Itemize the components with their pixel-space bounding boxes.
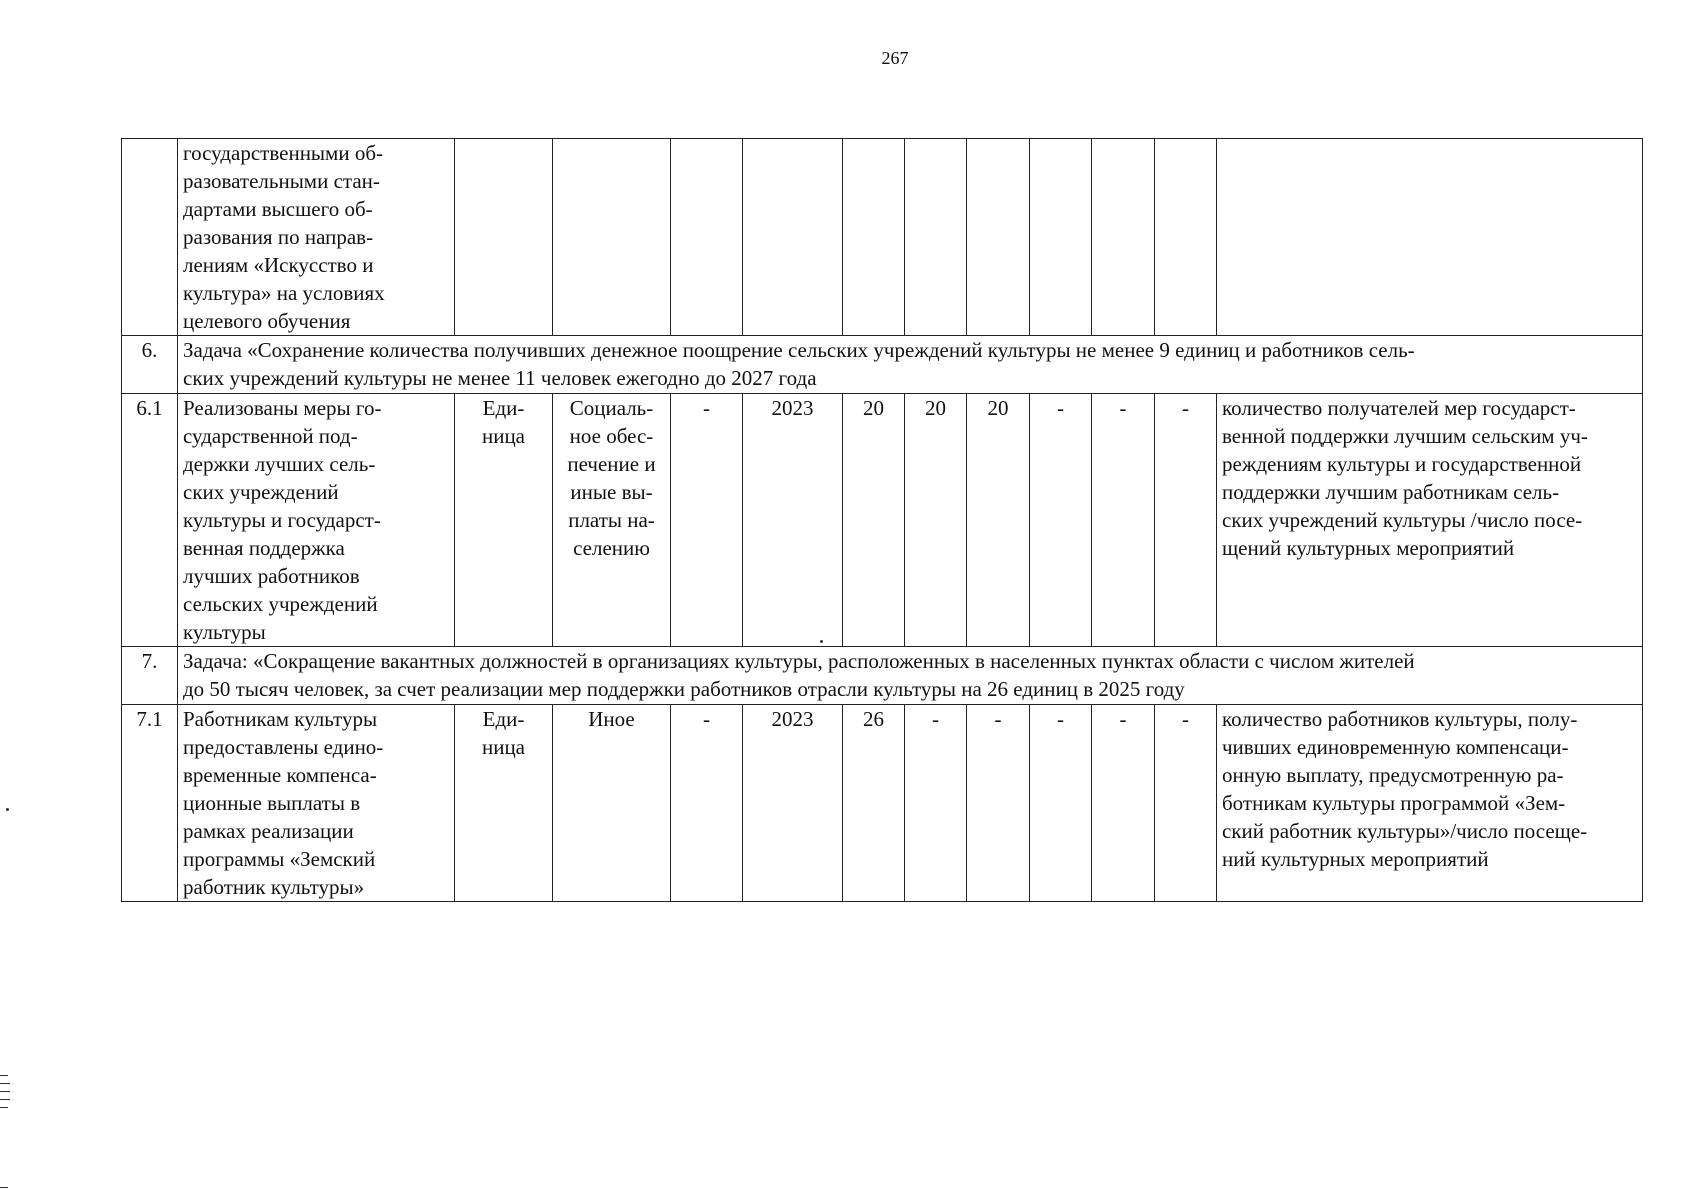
calculation-method: количество получателей мер государст- венной поддержки лучшим сельским уч- реждениям культуры и государственной поддержки лучшим работникам сель- ских учреждений культуры /число посе- щений культурных мероприятий	[1217, 394, 1643, 647]
value-1: 26	[843, 705, 905, 902]
margin-mark	[0, 1083, 10, 1084]
base-year: 2023	[743, 705, 843, 902]
indicator-name: Работникам культуры предоставлены едино- временные компенса- ционные выплаты в рамках реализации программы «Земский работник культуры»	[178, 705, 455, 902]
table-row	[122, 705, 1643, 902]
value-4: -	[1030, 394, 1092, 647]
value-6: -	[1155, 705, 1217, 902]
row-number: 7.1	[122, 705, 178, 902]
value-1: 20	[843, 394, 905, 647]
row-number-cell	[122, 139, 178, 336]
task-row	[122, 336, 1643, 394]
task-row	[122, 647, 1643, 705]
unit: Еди- ница	[455, 705, 553, 902]
base-value: -	[671, 705, 743, 902]
indicator-name: Реализованы меры го- сударственной под- держки лучших сель- ских учреждений культуры и государст- венная поддержка лучших работников сельских учреждений культуры	[178, 394, 455, 647]
unit: Еди- ница	[455, 394, 553, 647]
margin-mark	[0, 1187, 8, 1188]
calculation-method: количество работников культуры, полу- чивших единовременную компенсаци- онную выплату, предусмотренную ра- ботникам культуры программой «Зем- ский работник культуры»/число посеще- ний культурных мероприятий	[1217, 705, 1643, 902]
task-text: Задача: «Сокращение вакантных должностей в организациях культуры, расположенных в населенных пунктах области с числом жителей до 50 тысяч человек, за счет реализации мер поддержки работников отрасли культуры на 26 единиц в 2025 году	[178, 647, 1643, 705]
scan-speck	[6, 808, 9, 811]
margin-mark	[0, 1099, 10, 1100]
base-value: -	[671, 394, 743, 647]
value-2: -	[905, 705, 967, 902]
base-year: 2023	[743, 394, 843, 647]
value-2: 20	[905, 394, 967, 647]
value-5: -	[1092, 705, 1155, 902]
table-row	[122, 139, 1643, 336]
scan-speck	[820, 640, 823, 643]
page-number: 267	[881, 48, 909, 68]
table-row	[122, 394, 1643, 647]
indicators-table	[121, 138, 1643, 902]
task-number: 6.	[122, 336, 178, 394]
margin-mark	[0, 1075, 8, 1076]
indicator-type: Иное	[553, 705, 671, 902]
value-5: -	[1092, 394, 1155, 647]
margin-mark	[0, 1091, 10, 1092]
value-3: 20	[967, 394, 1030, 647]
value-3: -	[967, 705, 1030, 902]
row-number: 6.1	[122, 394, 178, 647]
margin-mark	[0, 1107, 8, 1108]
value-4: -	[1030, 705, 1092, 902]
indicator-name-cell: государственными об- разовательными стан- дартами высшего об- разования по направ- лениям «Искусство и культура» на условиях целевого обучения	[178, 139, 455, 336]
task-text: Задача «Сохранение количества получивших денежное поощрение сельских учреждений культуры не менее 9 единиц и работников сель- ских учреждений культуры не менее 11 человек ежегодно до 2027 года	[178, 336, 1643, 394]
indicator-type: Социаль- ное обес- печение и иные вы- платы на- селению	[553, 394, 671, 647]
value-6: -	[1155, 394, 1217, 647]
task-number: 7.	[122, 647, 178, 705]
